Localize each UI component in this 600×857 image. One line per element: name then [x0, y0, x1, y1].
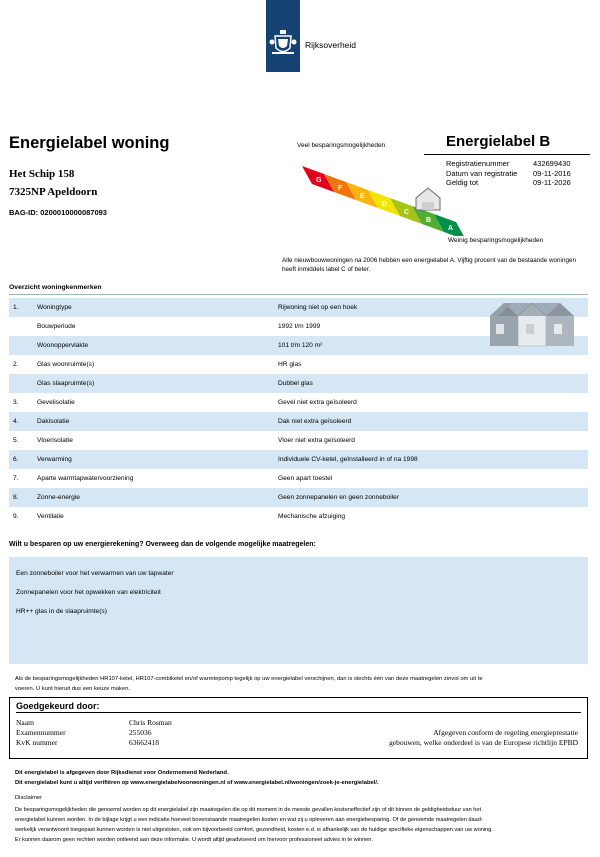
- disclaimer-line: Er kunnen daarom geen rechten worden ontleend aan deze informatie. U wordt altijd geadviseerd om hiervoor professioneel advies in te winnen.: [15, 837, 373, 843]
- issued-line: Dit energielabel is afgegeven door Rijksdienst voor Ondernemend Nederland.: [15, 770, 229, 776]
- issued-by: [15, 768, 379, 788]
- row-value: HR glas: [278, 361, 302, 368]
- bag-id: BAG-ID: 0200010000087093: [9, 208, 107, 217]
- rijksoverheid-logo-bar: [266, 0, 300, 72]
- row-value: Geen apart toestel: [278, 475, 333, 482]
- exam-label: Examennummer: [16, 728, 66, 737]
- approval-statement: gebouwen, welke onderdeel is van de Europese richtlijn EPBD: [389, 738, 578, 747]
- row-number: 8.: [13, 494, 19, 501]
- overview-heading: Overzicht woningkenmerken: [9, 284, 102, 291]
- scale-letter-a: A: [448, 225, 454, 232]
- registration-key: Geldig tot: [446, 178, 479, 188]
- table-row: [9, 431, 588, 450]
- scale-letter-d: D: [382, 201, 388, 208]
- disclaimer-title: Disclaimer: [15, 795, 43, 801]
- scale-letter-g: G: [316, 177, 322, 184]
- label-note: Alle nieuwbouwwoningen na 2006 hebben een energielabel A. Vijftig procent van de bestaande woningen heeft inmiddels label C of beter.: [282, 257, 576, 273]
- row-name: Glas slaapruimte(s): [37, 380, 95, 387]
- scale-letter-b: B: [426, 217, 432, 224]
- row-number: 3.: [13, 399, 19, 406]
- name-value: Chris Rosman: [129, 718, 172, 727]
- row-value: Rijwoning niet op een hoek: [278, 304, 358, 311]
- advice-item: Zonnepanelen voor het opwekken van elektriciteit: [16, 589, 161, 596]
- row-value: 101 t/m 120 m²: [278, 342, 323, 349]
- registration-value: 09-11-2016: [533, 168, 571, 178]
- row-number: 1.: [13, 304, 19, 311]
- disclaimer-text: [15, 805, 587, 845]
- marker-house-icon: [416, 188, 440, 210]
- brand-name: Rijksoverheid: [305, 40, 357, 50]
- row-value: Dubbel glas: [278, 380, 313, 387]
- scale-letter-f: F: [338, 185, 343, 192]
- label-divider: [424, 154, 590, 155]
- row-value: Geen zonnepanelen en geen zonneboiler: [278, 494, 399, 501]
- scale-bottom-text: Weinig besparingsmogelijkheden: [448, 237, 544, 244]
- row-name: Woonoppervlakte: [37, 342, 89, 349]
- registration-row: [446, 159, 571, 169]
- table-row: [9, 507, 588, 526]
- table-row: [9, 488, 588, 507]
- energy-scale-graphic: [298, 154, 468, 236]
- scale-letter-c: C: [404, 209, 410, 216]
- scale-top-text: Veel besparingsmogelijkheden: [297, 142, 386, 149]
- row-value: 1992 t/m 1999: [278, 323, 321, 330]
- registration-key: Datum van registratie: [446, 168, 518, 178]
- row-value: Mechanische afzuiging: [278, 513, 346, 520]
- issued-line: Dit energielabel kunt u altijd verifiëren op www.energielabelvoorwoningen.nl of www.energielabel.nl/woningen/zoek-je-energielabel/.: [15, 780, 379, 786]
- disclaimer-line: werkelijk verantwoord toegepast kunnen worden is niet uitgesloten, ook om bijvoorbeeld comfort, gezondheid, kosten e.d. is afhankelijk van de huidige specifieke eigenschappen van uw woning.: [15, 827, 493, 833]
- overview-divider: [9, 294, 588, 295]
- address-street: Het Schip 158: [9, 168, 75, 180]
- row-number: 5.: [13, 437, 19, 444]
- advice-heading: Wilt u besparen op uw energierekening? Overweeg dan de volgende mogelijke maatregelen:: [9, 541, 316, 548]
- row-name: Verwarming: [37, 456, 72, 463]
- row-name: Woningtype: [37, 304, 72, 311]
- row-number: 7.: [13, 475, 19, 482]
- disclaimer-line: energielabel kunnen worden. In de bijlage krijgt u een indicatie hoeveel bovenstaande maatregelen kosten en wat zij u opleveren aan energiebesparing. Of de genoemde maatregelen daad-: [15, 817, 483, 823]
- row-name: Vloerisolatie: [37, 437, 73, 444]
- exam-value: 255036: [129, 728, 152, 737]
- registration-row: [446, 169, 571, 179]
- scale-letter-e: E: [360, 193, 365, 200]
- row-value: Dak niet extra geïsoleerd: [278, 418, 352, 425]
- row-number: 2.: [13, 361, 19, 368]
- advice-item: HR++ glas in de slaapruimte(s): [16, 608, 107, 615]
- row-name: Ventilatie: [37, 513, 64, 520]
- row-value: Individuele CV-ketel, geïnstalleerd in of na 1998: [278, 456, 418, 463]
- table-row: [9, 374, 588, 393]
- table-row: [9, 469, 588, 488]
- row-value: Vloer niet extra geïsoleerd: [278, 437, 355, 444]
- coat-of-arms-icon: [266, 28, 300, 60]
- advice-item: Een zonneboiler voor het verwarmen van uw tapwater: [16, 570, 174, 577]
- row-name: Bouwperiode: [37, 323, 76, 330]
- name-label: Naam: [16, 718, 34, 727]
- table-row: [9, 355, 588, 374]
- row-value: Gevel niet extra geïsoleerd: [278, 399, 357, 406]
- approval-box: [9, 697, 588, 759]
- registration-table: [446, 159, 571, 188]
- row-number: 4.: [13, 418, 19, 425]
- table-row: [9, 412, 588, 431]
- house-type-icon: [488, 298, 578, 350]
- advice-footnote-line: Als de besparingsmogelijkheden HR107-ketel, HR107-combiketel en/of warmtepomp tegelijk op uw energielabel verschijnen, dan is slechts één van deze maatregelen zinvol om uit te: [15, 676, 483, 682]
- table-row: [9, 450, 588, 469]
- row-name: Dakisolatie: [37, 418, 70, 425]
- approval-statement: Afgegeven conform de regeling energieprestatie: [433, 728, 578, 737]
- row-name: Zonne-energie: [37, 494, 80, 501]
- registration-key: Registratienummer: [446, 159, 510, 168]
- row-name: Gevelisolatie: [37, 399, 75, 406]
- label-title: Energielabel B: [446, 133, 551, 150]
- registration-row: [446, 178, 571, 188]
- row-number: 9.: [13, 513, 19, 520]
- disclaimer-line: De besparingsmogelijkheden die genoemd worden op dit energielabel zijn maatregelen die op dit moment in de meeste gevallen kosteneffectief zijn of dit binnen de geldigheidsduur van het: [15, 807, 482, 813]
- registration-value: 432699430: [533, 159, 571, 168]
- advice-footnote: [15, 674, 585, 694]
- registration-value: 09-11-2026: [533, 178, 571, 188]
- advice-footnote-line: voeren. U kunt hieruit dus een keuze maken.: [15, 686, 131, 692]
- table-row: [9, 393, 588, 412]
- page-title: Energielabel woning: [9, 134, 170, 152]
- row-number: 6.: [13, 456, 19, 463]
- approval-divider: [16, 712, 581, 713]
- row-name: Aparte warmtapwatervoorziening: [37, 475, 134, 482]
- advice-box: [9, 557, 588, 664]
- kvk-value: 63662418: [129, 738, 159, 747]
- row-name: Glas woonruimte(s): [37, 361, 95, 368]
- address-city: 7325NP Apeldoorn: [9, 186, 98, 198]
- kvk-label: KvK nummer: [16, 738, 58, 747]
- approval-title: Goedgekeurd door:: [16, 701, 100, 711]
